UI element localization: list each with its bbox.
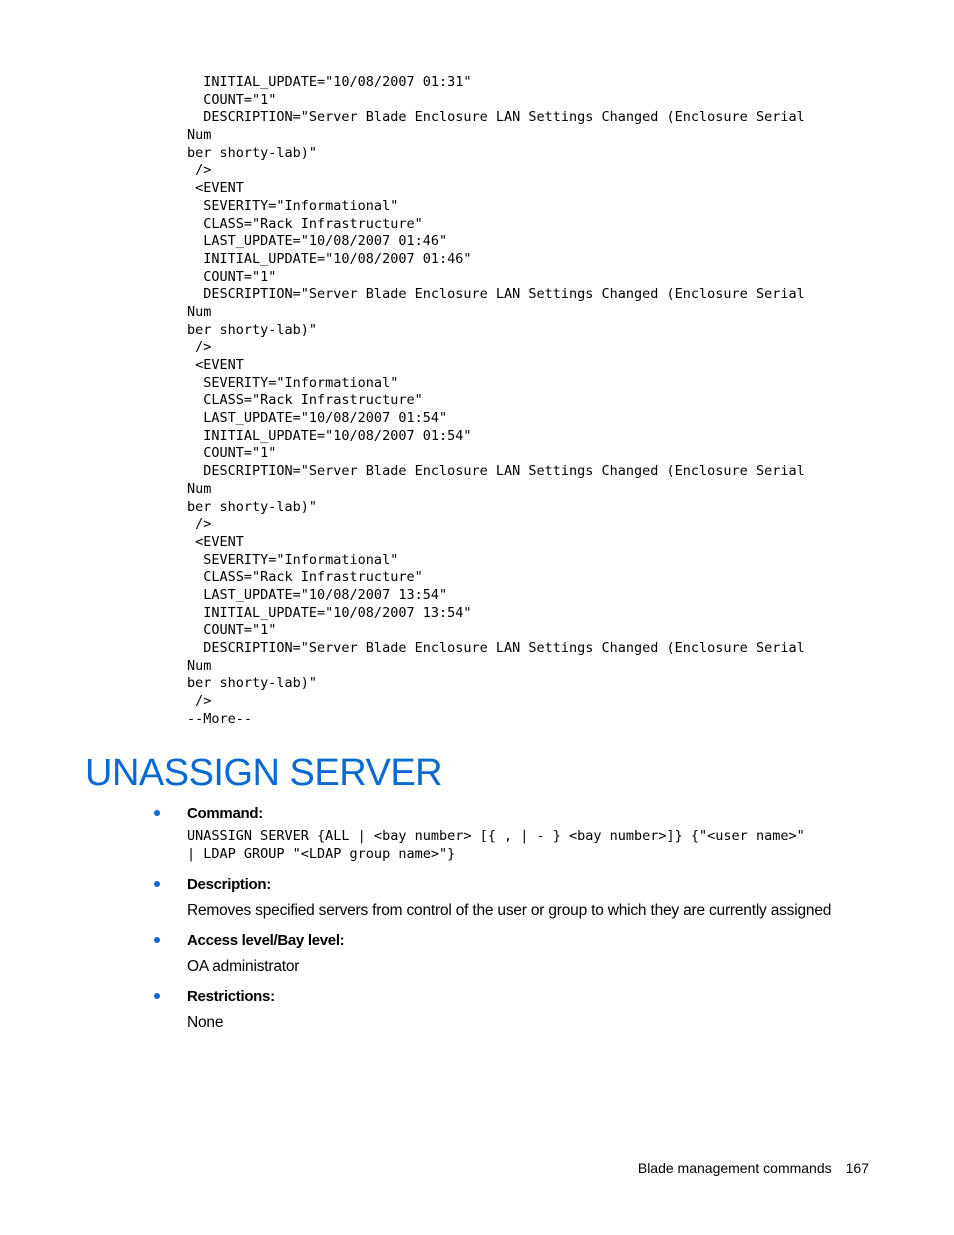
- code-line: LAST_UPDATE="10/08/2007 01:54": [187, 410, 448, 427]
- event-log-code-block: [187, 74, 887, 728]
- code-line: ber shorty-lab)": [187, 144, 318, 161]
- code-line: ber shorty-lab)": [187, 498, 318, 515]
- code-line: Num: [187, 480, 212, 497]
- code-line: SEVERITY="Informational": [187, 551, 399, 568]
- code-line: Num: [187, 303, 212, 320]
- page-footer: [638, 1158, 869, 1178]
- code-line: INITIAL_UPDATE="10/08/2007 13:54": [187, 604, 472, 621]
- code-line: SEVERITY="Informational": [187, 374, 399, 391]
- code-line: INITIAL_UPDATE="10/08/2007 01:54": [187, 427, 472, 444]
- code-line: CLASS="Rack Infrastructure": [187, 215, 423, 232]
- code-line: INITIAL_UPDATE="10/08/2007 01:31": [187, 74, 472, 90]
- code-line: CLASS="Rack Infrastructure": [187, 392, 423, 409]
- code-line: Num: [187, 657, 212, 674]
- footer-section-name: Blade management commands: [637, 1160, 832, 1176]
- code-line: />: [187, 339, 212, 356]
- code-line: CLASS="Rack Infrastructure": [187, 569, 423, 586]
- command-heading: Command:: [187, 805, 263, 822]
- code-line: COUNT="1": [187, 91, 277, 108]
- description-text: Removes specified servers from control of the user or group to which they are currently assigned: [187, 902, 832, 919]
- code-line: DESCRIPTION="Server Blade Enclosure LAN Settings Changed (Enclosure Serial: [187, 109, 805, 126]
- code-line: ber shorty-lab)": [187, 675, 318, 692]
- code-line: --More--: [187, 710, 253, 727]
- code-line: />: [187, 162, 212, 179]
- code-line: Num: [187, 127, 212, 144]
- code-line: COUNT="1": [187, 622, 277, 639]
- bullet-icon: [154, 881, 160, 887]
- page-number: 167: [845, 1160, 869, 1176]
- code-line: SEVERITY="Informational": [187, 197, 399, 214]
- code-line: INITIAL_UPDATE="10/08/2007 01:46": [187, 250, 472, 267]
- description-heading: Description:: [187, 876, 271, 893]
- access-level-heading: Access level/Bay level:: [187, 932, 345, 949]
- code-line: DESCRIPTION="Server Blade Enclosure LAN Settings Changed (Enclosure Serial: [187, 286, 805, 303]
- restrictions-heading: Restrictions:: [187, 988, 275, 1005]
- command-syntax: UNASSIGN SERVER {ALL | <bay number> [{ , | - } <bay number>]} {"<user name>" | LDAP GROUP "<LDAP group name>"}: [187, 828, 805, 862]
- bullet-icon: [154, 993, 160, 999]
- page-title: UNASSIGN SERVER: [85, 752, 443, 794]
- code-line: <EVENT: [187, 180, 244, 197]
- code-line: DESCRIPTION="Server Blade Enclosure LAN Settings Changed (Enclosure Serial: [187, 640, 805, 656]
- code-line: DESCRIPTION="Server Blade Enclosure LAN Settings Changed (Enclosure Serial: [187, 463, 805, 480]
- code-line: <EVENT: [187, 357, 244, 373]
- code-line: LAST_UPDATE="10/08/2007 13:54": [187, 586, 448, 603]
- code-line: ber shorty-lab)": [187, 321, 318, 338]
- code-line: />: [187, 516, 212, 533]
- code-line: LAST_UPDATE="10/08/2007 01:46": [187, 233, 448, 250]
- code-line: COUNT="1": [187, 268, 277, 285]
- code-line: <EVENT: [187, 533, 244, 550]
- bullet-icon: [154, 810, 160, 816]
- restrictions-text: None: [187, 1014, 224, 1031]
- code-line: COUNT="1": [187, 445, 277, 462]
- access-level-text: OA administrator: [187, 958, 300, 975]
- code-line: />: [187, 693, 212, 710]
- bullet-icon: [154, 937, 160, 943]
